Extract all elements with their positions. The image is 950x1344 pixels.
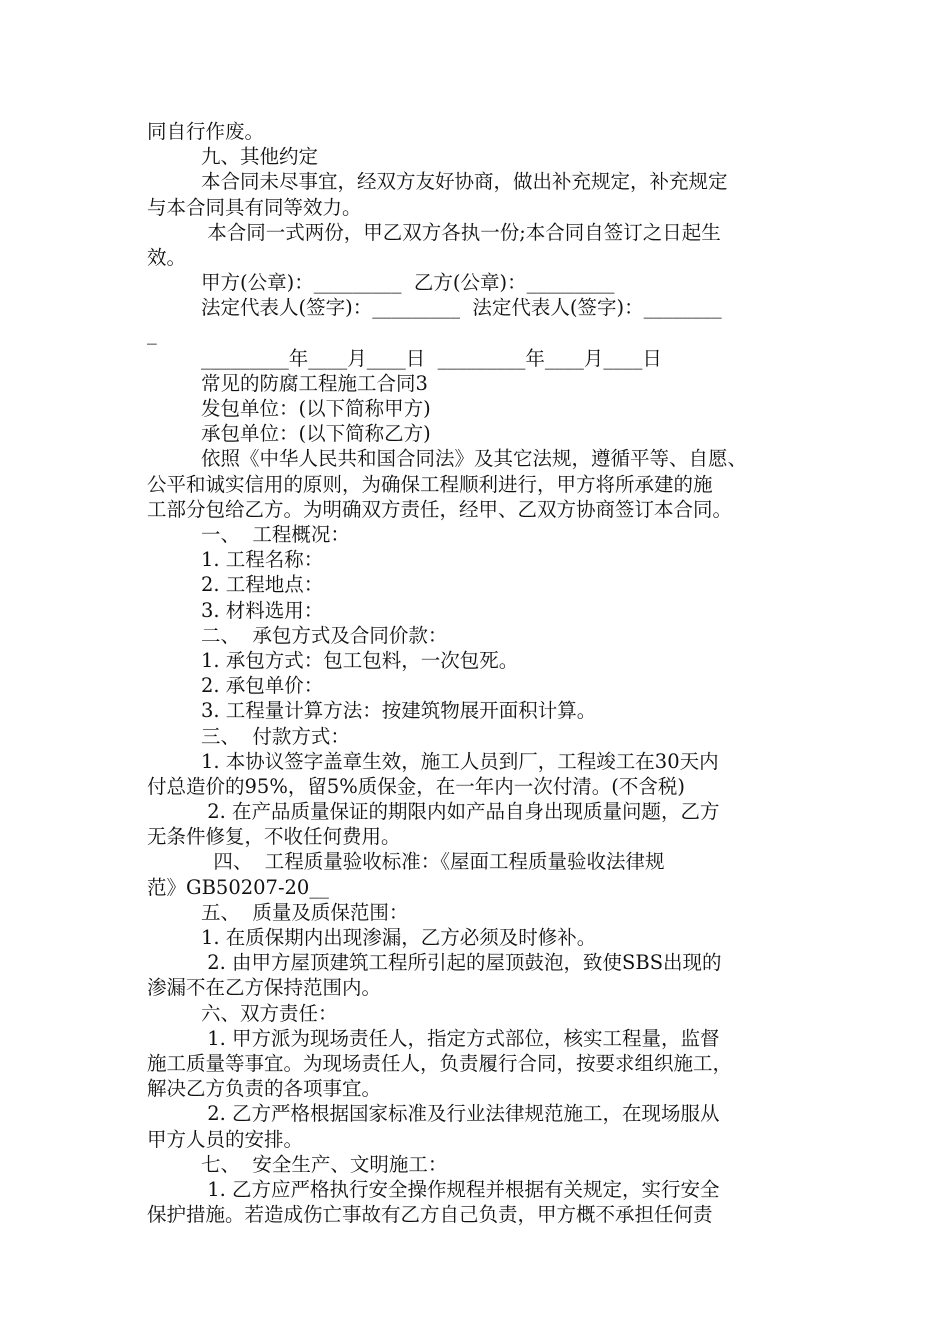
section-heading-4: 四、 工程质量验收标准：《屋面工程质量验收法律规: [201, 850, 665, 874]
section-heading-5: 五、 质量及质保范围：: [201, 900, 409, 924]
text-line: 施工质量等事宜。为现场责任人，负责履行合同，按要求组织施工，: [147, 1051, 733, 1075]
contractor-line: 承包单位：(以下简称乙方): [201, 422, 431, 446]
text-line: 本合同未尽事宜，经双方友好协商，做出补充规定，补充规定: [201, 170, 728, 194]
section-heading-9: 九、其他约定: [201, 145, 319, 169]
text-line: 本合同一式两份，甲乙双方各执一份;本合同自签订之日起生: [201, 220, 721, 244]
list-item: 2. 乙方严格根据国家标准及行业法律规范施工，在现场服从: [201, 1102, 720, 1126]
signature-representative-line: 法定代表人(签字)：_________ 法定代表人(签字)：________: [201, 296, 722, 320]
text-line: _: [147, 321, 157, 345]
text-line: 付总造价的95%，留5%质保金，在一年内一次付清。(不含税): [147, 774, 685, 798]
list-item: 2. 承包单价：: [201, 674, 324, 698]
text-line: 甲方人员的安排。: [147, 1127, 304, 1151]
list-item: 1. 承包方式：包工包料，一次包死。: [201, 648, 519, 672]
section-heading-1: 一、 工程概况：: [201, 523, 350, 546]
text-line: 依照《中华人民共和国合同法》及其它法规，遵循平等、自愿、: [201, 447, 748, 471]
section-heading-2: 二、 承包方式及合同价款：: [201, 623, 448, 647]
list-item: 3. 材料选用：: [201, 598, 324, 622]
document-page: [147, 119, 810, 1227]
employer-line: 发包单位：(以下简称甲方): [201, 397, 431, 421]
section-heading-6: 六、双方责任：: [201, 1001, 338, 1025]
text-line: 解决乙方负责的各项事宜。: [147, 1077, 382, 1101]
text-line: 范》GB50207-20__: [147, 875, 329, 899]
list-item: 1. 在质保期内出现渗漏，乙方必须及时修补。: [201, 926, 597, 949]
text-line: 无条件修复，不收任何费用。: [147, 825, 401, 849]
list-item: 2. 在产品质量保证的期限内如产品自身出现质量问题，乙方: [201, 800, 720, 824]
text-line: 渗漏不在乙方保持范围内。: [147, 976, 382, 1000]
signature-seal-line: 甲方(公章)：_________ 乙方(公章)：_________: [201, 271, 615, 295]
text-line: 与本合同具有同等效力。: [147, 195, 362, 219]
section-heading-3: 三、 付款方式：: [201, 724, 350, 748]
text-line: 工部分包给乙方。为明确双方责任，经甲、乙双方协商签订本合同。: [147, 497, 733, 521]
text-line: 保护措施。若造成伤亡事故有乙方自己负责，甲方概不承担任何责: [147, 1203, 713, 1227]
list-item: 3. 工程量计算方法：按建筑物展开面积计算。: [201, 699, 597, 723]
text-line: 效。: [147, 245, 187, 269]
contract-title: 常见的防腐工程施工合同3: [201, 371, 428, 395]
signature-date-line: _________年____月____日 _________年____月____日: [201, 346, 662, 370]
section-heading-7: 七、 安全生产、文明施工：: [201, 1152, 448, 1176]
text-line: 同自行作废。: [147, 120, 265, 143]
text-line: 公平和诚实信用的原则，为确保工程顺利进行，甲方将所承建的施: [147, 472, 713, 496]
list-item: 1. 本协议签字盖章生效，施工人员到厂，工程竣工在30天内: [201, 749, 719, 773]
list-item: 2. 由甲方屋顶建筑工程所引起的屋顶鼓泡，致使SBS出现的: [201, 951, 722, 975]
list-item: 1. 甲方派为现场责任人，指定方式部位，核实工程量，监督: [201, 1026, 720, 1050]
list-item: 1. 乙方应严格执行安全操作规程并根据有关规定，实行安全: [201, 1177, 720, 1201]
list-item: 1. 工程名称：: [201, 548, 324, 572]
list-item: 2. 工程地点：: [201, 573, 324, 597]
